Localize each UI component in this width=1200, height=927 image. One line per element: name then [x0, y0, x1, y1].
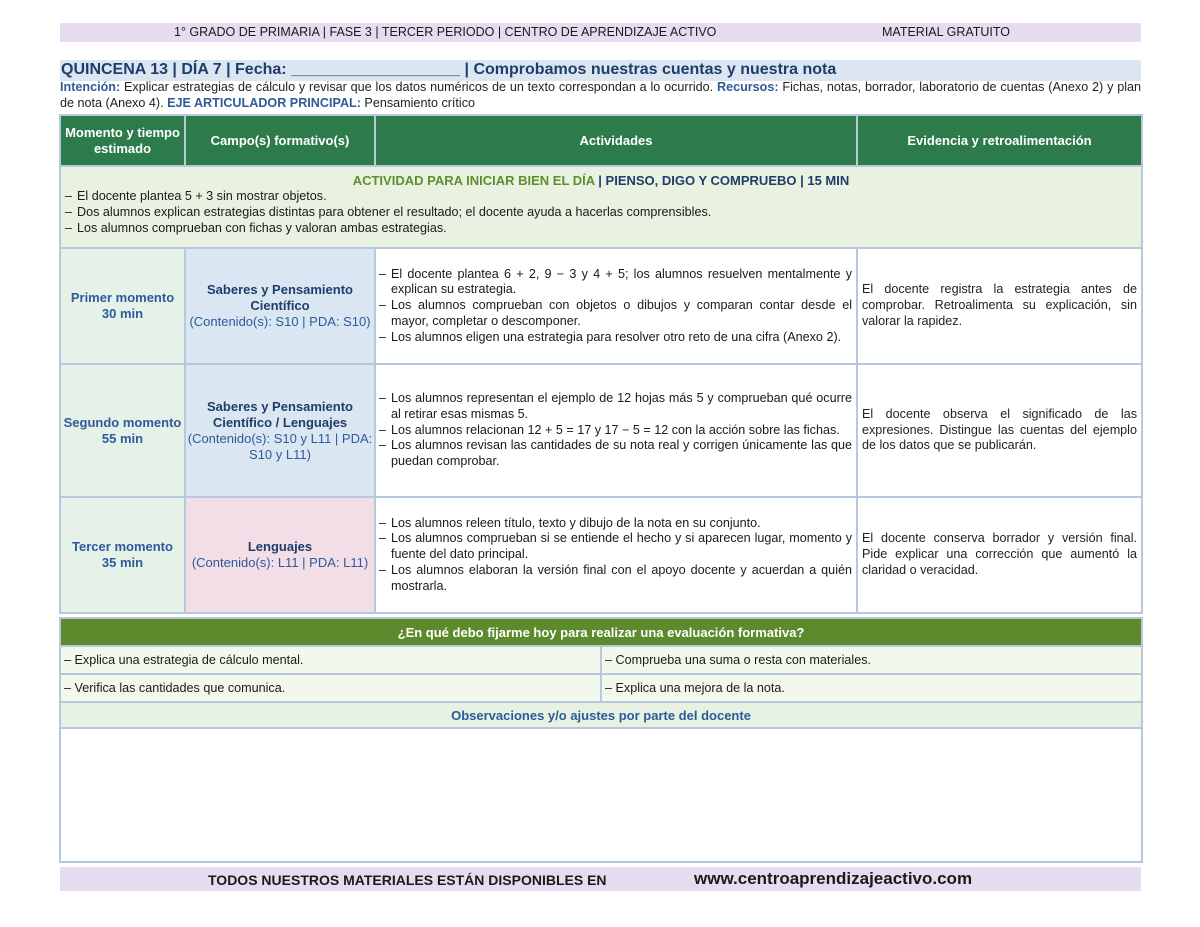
activities-list	[379, 267, 852, 346]
plan-table	[59, 114, 1143, 614]
evaluation-item-text: Explica una mejora de la nota.	[615, 681, 785, 695]
footer-banner	[60, 867, 1141, 891]
start-activity-row	[60, 166, 1142, 248]
start-activity-title	[65, 173, 1137, 188]
moment-cell	[60, 497, 185, 613]
page-title: QUINCENA 13 | DÍA 7 | Fecha: ___________________ | Comprobamos nuestras cuentas y nuestra nota	[60, 60, 1141, 81]
evaluation-item: – Explica una mejora de la nota.	[601, 674, 1142, 702]
activities-list	[379, 391, 852, 470]
header-field: Campo(s) formativo(s)	[185, 115, 375, 166]
list-item: – Los alumnos comprueban con objetos o dibujos y comparan contar desde el mayor, completar o descomponer.	[379, 298, 852, 330]
field-name: Lenguajes	[247, 539, 313, 554]
list-item: – El docente plantea 6 + 2, 9 − 3 y 4 + 5; los alumnos resuelven mentalmente y explican su estrategia.	[379, 267, 852, 299]
list-item: – Los alumnos comprueban con fichas y valoran ambas estrategias.	[65, 221, 1137, 237]
intent-label: Intención:	[60, 80, 121, 94]
evaluation-item-text: Comprueba una suma o resta con materiales.	[615, 653, 872, 667]
list-item: – Los alumnos representan el ejemplo de 12 hojas más 5 y comprueban qué ocurre al retirar esas mismas 5.	[379, 391, 852, 423]
intent-paragraph	[60, 80, 1141, 111]
header-activities: Actividades	[375, 115, 857, 166]
list-item: – Los alumnos relacionan 12 + 5 = 17 y 17 − 5 = 12 con la acción sobre las fichas.	[379, 423, 852, 439]
field-name: Saberes y Pensamiento Científico	[207, 282, 353, 313]
list-item: – Los alumnos revisan las cantidades de su nota real y corrigen únicamente las que puedan comprobar.	[379, 438, 852, 470]
field-detail: (Contenido(s): L11 | PDA: L11)	[191, 555, 369, 570]
evaluation-item: – Verifica las cantidades que comunica.	[60, 674, 601, 702]
footer-text: TODOS NUESTROS MATERIALES ESTÁN DISPONIBLES EN	[208, 872, 607, 888]
evidence-cell: El docente observa el significado de las expresiones. Distingue las cuentas del ejemplo de los datos que se publicarán.	[857, 364, 1142, 497]
evaluation-item-text: Verifica las cantidades que comunica.	[74, 681, 286, 695]
list-item: – Los alumnos releen título, texto y dibujo de la nota en su conjunto.	[379, 516, 852, 532]
table-row	[60, 497, 1142, 613]
activities-cell	[375, 364, 857, 497]
moment-cell	[60, 364, 185, 497]
evidence-cell: El docente registra la estrategia antes de comprobar. Retroalimenta su explicación, sin valorar la rapidez.	[857, 248, 1142, 364]
moment-label: Primer momento	[70, 290, 175, 305]
evaluation-item: – Comprueba una suma o resta con materiales.	[601, 646, 1142, 674]
evaluation-table	[59, 617, 1143, 863]
evidence-cell: El docente conserva borrador y versión final. Pide explicar una corrección que aumentó la claridad o veracidad.	[857, 497, 1142, 613]
observations-box[interactable]	[60, 728, 1142, 862]
resources-label: Recursos:	[716, 80, 779, 94]
evaluation-item: – Explica una estrategia de cálculo mental.	[60, 646, 601, 674]
moment-label: Segundo momento	[63, 414, 182, 430]
banner-free-material: MATERIAL GRATUITO	[882, 25, 1011, 39]
evaluation-item-text: Explica una estrategia de cálculo mental.	[74, 653, 304, 667]
axis-text: Pensamiento crítico	[360, 95, 476, 110]
observations-title: Observaciones y/o ajustes por parte del docente	[60, 702, 1142, 728]
activities-cell	[375, 497, 857, 613]
list-item: – Los alumnos elaboran la versión final con el apoyo docente y acuerdan a quién mostrarla.	[379, 563, 852, 595]
activities-list	[379, 516, 852, 595]
header-moment: Momento y tiempo estimado	[60, 115, 185, 166]
start-activity-cell	[60, 166, 1142, 248]
axis-label: EJE ARTICULADOR PRINCIPAL:	[167, 95, 361, 110]
evaluation-title: ¿En qué debo fijarme hoy para realizar una evaluación formativa?	[60, 618, 1142, 646]
table-row	[60, 364, 1142, 497]
start-activity-list	[65, 189, 1137, 236]
start-title-green: ACTIVIDAD PARA INICIAR BIEN EL DÍA	[352, 173, 595, 188]
field-detail: (Contenido(s): S10 y L11 | PDA: S10 y L11)	[187, 430, 373, 462]
list-item: – El docente plantea 5 + 3 sin mostrar objetos.	[65, 189, 1137, 205]
footer-website-link[interactable]: www.centroaprendizajeactivo.com	[694, 869, 973, 888]
field-cell	[185, 497, 375, 613]
field-cell	[185, 364, 375, 497]
moment-time: 55 min	[101, 430, 144, 446]
field-cell	[185, 248, 375, 364]
moment-label: Tercer momento	[72, 539, 173, 554]
resources-text: Fichas, notas, borrador, laboratorio de cuentas (Anexo 2) y plan de nota (Anexo 4).	[60, 80, 1142, 110]
field-detail: (Contenido(s): S10 | PDA: S10)	[189, 314, 371, 329]
moment-time: 30 min	[101, 306, 144, 321]
list-item: – Los alumnos comprueban si se entiende el hecho y si aparecen lugar, momento y fuente del dato principal.	[379, 531, 852, 563]
intent-text: Explicar estrategias de cálculo y revisar que los datos numéricos de un texto correspondan a lo ocurrido.	[120, 80, 717, 94]
table-row	[60, 248, 1142, 364]
moment-time: 35 min	[101, 555, 144, 570]
list-item: – Dos alumnos explican estrategias distintas para obtener el resultado; el docente ayuda a hacerlas comprensibles.	[65, 205, 1137, 221]
activities-cell	[375, 248, 857, 364]
plan-header-row	[60, 115, 1142, 166]
banner-grade-info: 1° GRADO DE PRIMARIA | FASE 3 | TERCER PERIODO | CENTRO DE APRENDIZAJE ACTIVO	[174, 25, 717, 39]
moment-cell	[60, 248, 185, 364]
start-title-blue: | PIENSO, DIGO Y COMPRUEBO | 15 MIN	[594, 173, 850, 188]
top-banner	[60, 23, 1141, 42]
header-evidence: Evidencia y retroalimentación	[857, 115, 1142, 166]
field-name: Saberes y Pensamiento Científico / Lenguajes	[207, 398, 353, 430]
list-item: – Los alumnos eligen una estrategia para resolver otro reto de una cifra (Anexo 2).	[379, 330, 852, 346]
